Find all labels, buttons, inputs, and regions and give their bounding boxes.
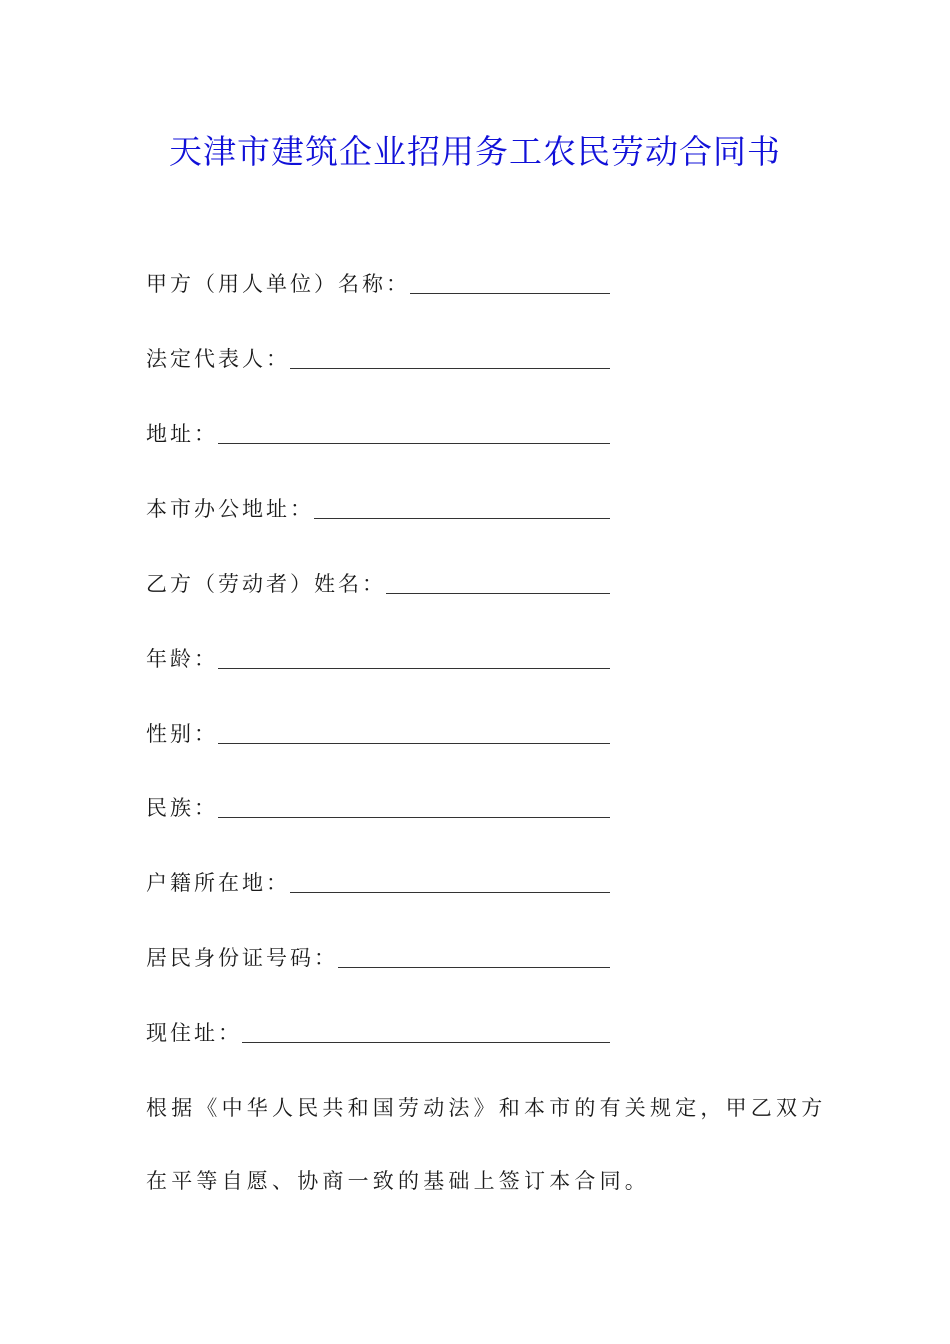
blank-line (314, 498, 610, 519)
paragraph-line-2: 在平等自愿、协商一致的基础上签订本合同。 (146, 1169, 650, 1193)
field-label: 年龄： (146, 647, 218, 671)
field-label: 现住址： (146, 1021, 242, 1045)
field-label: 户籍所在地： (146, 871, 290, 895)
document-title: 天津市建筑企业招用务工农民劳动合同书 (169, 132, 781, 171)
blank-line (386, 573, 610, 594)
field-id-number (146, 940, 610, 972)
field-legal-representative (146, 341, 610, 373)
field-address (146, 416, 610, 448)
field-label: 性别： (146, 722, 218, 746)
field-current-address (146, 1015, 610, 1047)
blank-line (290, 348, 610, 369)
blank-line (218, 723, 610, 744)
field-household-registration (146, 865, 610, 897)
field-age (146, 641, 610, 673)
blank-line (218, 423, 610, 444)
blank-line (242, 1022, 610, 1043)
field-local-office-address (146, 491, 610, 523)
field-party-a-name (146, 266, 610, 298)
blank-line (338, 947, 610, 968)
field-label: 甲方（用人单位）名称： (146, 272, 410, 296)
field-label: 法定代表人： (146, 347, 290, 371)
field-label: 民族： (146, 796, 218, 820)
field-ethnicity (146, 790, 610, 822)
blank-line (218, 797, 610, 818)
field-label: 居民身份证号码： (146, 946, 338, 970)
field-label: 乙方（劳动者）姓名： (146, 572, 386, 596)
blank-line (290, 872, 610, 893)
field-label: 地址： (146, 422, 218, 446)
field-label: 本市办公地址： (146, 497, 314, 521)
paragraph-line-1: 根据《中华人民共和国劳动法》和本市的有关规定，甲乙双方 (146, 1096, 827, 1120)
blank-line (410, 273, 610, 294)
field-gender (146, 716, 610, 748)
field-party-b-name (146, 566, 610, 598)
blank-line (218, 648, 610, 669)
